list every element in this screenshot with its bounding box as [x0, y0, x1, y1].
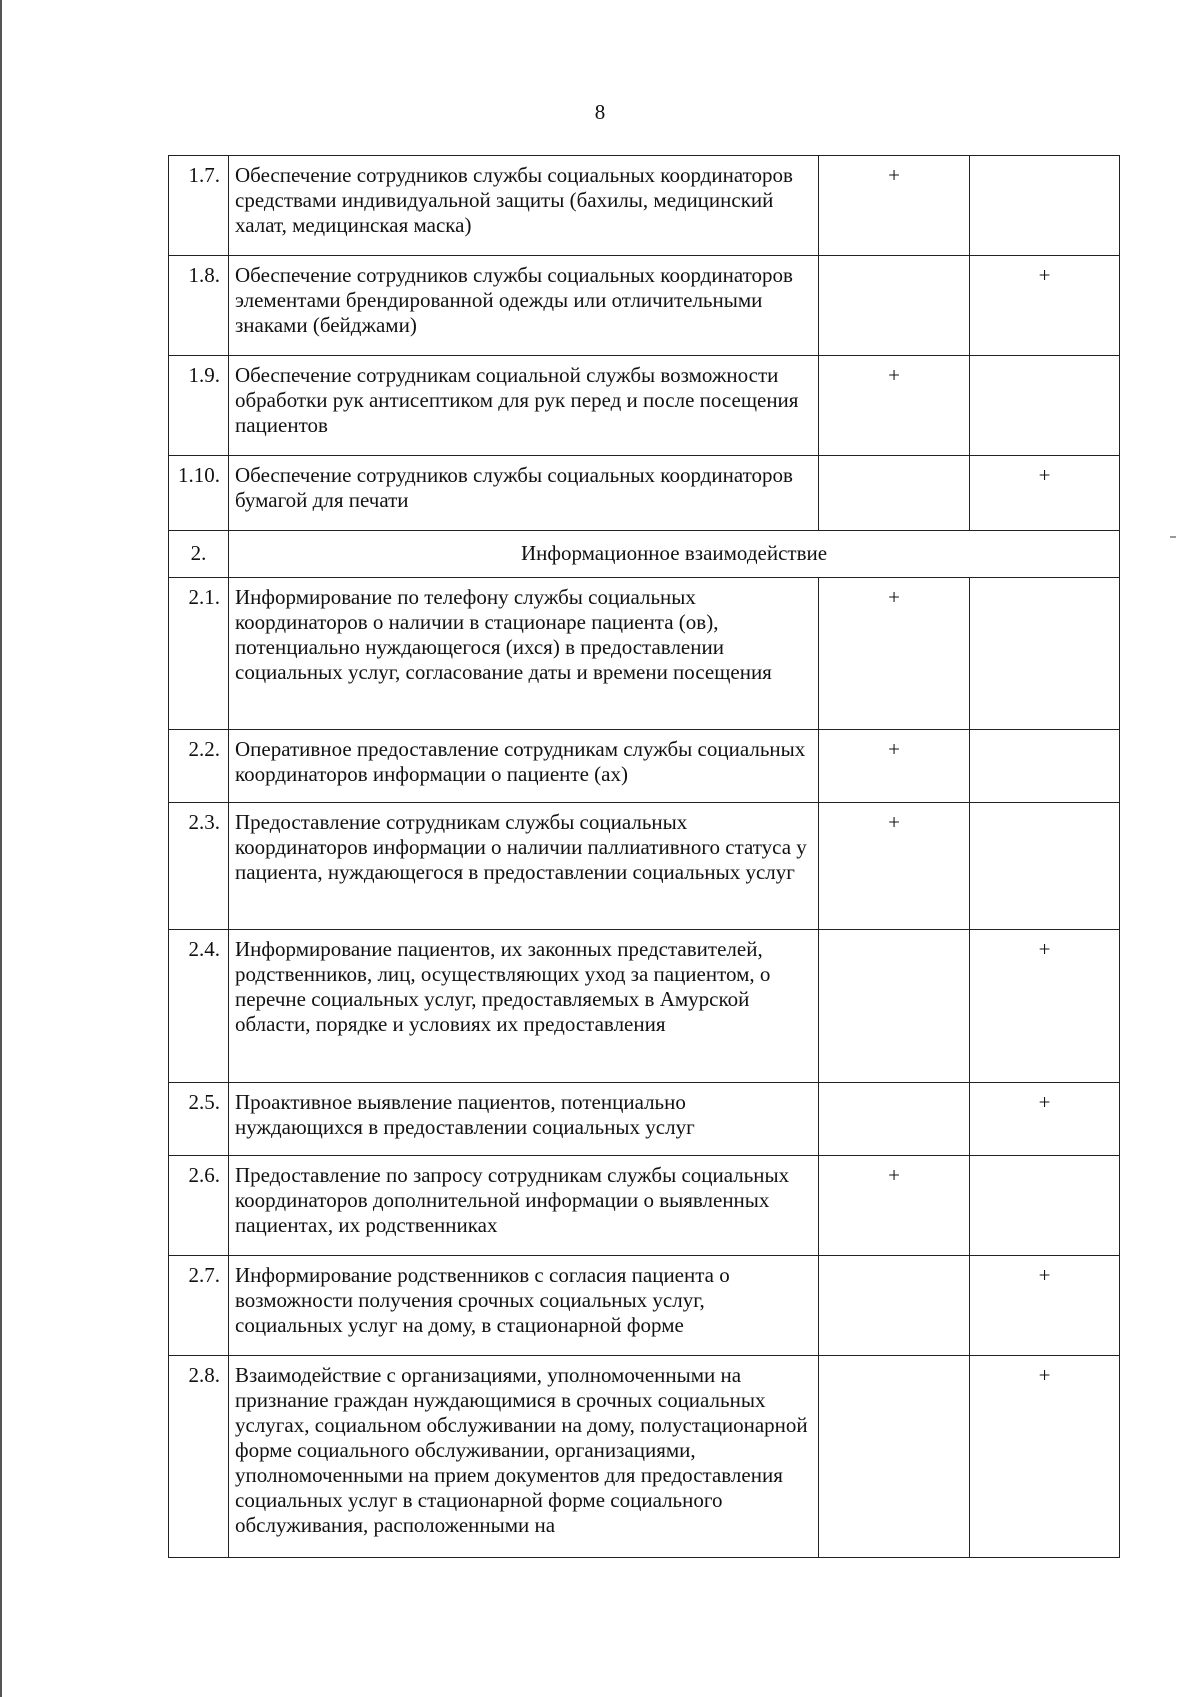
mark-column-1 [819, 1083, 970, 1156]
row-description: Оперативное предоставление сотрудникам службы социальных координаторов информации о пациенте (ах) [229, 730, 819, 803]
row-description: Взаимодействие с организациями, уполномоченными на признание граждан нуждающимися в срочных социальных услугах, социальном обслуживании на дому, полустационарной форме социального обслуживании, организациями, уполномоченными на прием документов для предоставления социальных услуг в стационарной форме социального обслуживания, расположенными на [229, 1356, 819, 1558]
mark-column-2 [970, 156, 1120, 256]
row-number: 1.10. [169, 456, 229, 531]
mark-column-1 [819, 1256, 970, 1356]
row-description: Обеспечение сотрудников службы социальных координаторов бумагой для печати [229, 456, 819, 531]
mark-column-1 [819, 256, 970, 356]
row-description: Информирование пациентов, их законных представителей, родственников, лиц, осуществляющих уход за пациентом, о перечне социальных услуг, предоставляемых в Амурской области, порядке и условиях их предоставления [229, 930, 819, 1083]
row-number: 2.6. [169, 1156, 229, 1256]
row-description: Информирование по телефону службы социальных координаторов о наличии в стационаре пациента (ов), потенциально нуждающегося (ихся) в предоставлении социальных услуг, согласование даты и времени посещения [229, 578, 819, 730]
scan-edge-line [0, 0, 2, 1697]
row-description: Информирование родственников с согласия пациента о возможности получения срочных социальных услуг, социальных услуг на дому, в стационарной форме [229, 1256, 819, 1356]
row-description: Предоставление сотрудникам службы социальных координаторов информации о наличии паллиативного статуса у пациента, нуждающегося в предоставлении социальных услуг [229, 803, 819, 930]
mark-column-2: + [970, 1083, 1120, 1156]
mark-column-1 [819, 456, 970, 531]
mark-column-1 [819, 1356, 970, 1558]
row-description: Проактивное выявление пациентов, потенциально нуждающихся в предоставлении социальных услуг [229, 1083, 819, 1156]
mark-column-2: + [970, 1356, 1120, 1558]
table-row [169, 256, 1120, 356]
table-row [169, 456, 1120, 531]
table-row [169, 1083, 1120, 1156]
row-number: 2.2. [169, 730, 229, 803]
row-number: 1.7. [169, 156, 229, 256]
row-number: 2. [169, 531, 229, 578]
mark-column-1: + [819, 356, 970, 456]
mark-column-2 [970, 578, 1120, 730]
mark-column-1: + [819, 578, 970, 730]
mark-column-2 [970, 730, 1120, 803]
row-number: 2.8. [169, 1356, 229, 1558]
mark-column-2: + [970, 256, 1120, 356]
section-row [169, 531, 1120, 578]
table-row [169, 1256, 1120, 1356]
table-row [169, 930, 1120, 1083]
mark-column-2: + [970, 456, 1120, 531]
row-number: 1.9. [169, 356, 229, 456]
table-row [169, 1356, 1120, 1558]
row-description: Обеспечение сотрудников службы социальных координаторов средствами индивидуальной защиты (бахилы, медицинский халат, медицинская маска) [229, 156, 819, 256]
row-description: Обеспечение сотрудников службы социальных координаторов элементами брендированной одежды или отличительными знаками (бейджами) [229, 256, 819, 356]
table-row [169, 156, 1120, 256]
services-table [168, 155, 1120, 1558]
mark-column-2: + [970, 1256, 1120, 1356]
page-number: 8 [594, 100, 606, 124]
mark-column-2 [970, 356, 1120, 456]
row-description: Обеспечение сотрудникам социальной службы возможности обработки рук антисептиком для рук перед и после посещения пациентов [229, 356, 819, 456]
section-title: Информационное взаимодействие [229, 531, 1120, 578]
mark-column-1: + [819, 1156, 970, 1256]
mark-column-2: + [970, 930, 1120, 1083]
row-number: 2.7. [169, 1256, 229, 1356]
table-row [169, 1156, 1120, 1256]
scan-edge-mark [1170, 536, 1176, 538]
table-body [169, 156, 1120, 1558]
mark-column-1: + [819, 803, 970, 930]
row-number: 2.4. [169, 930, 229, 1083]
table-row [169, 578, 1120, 730]
table-row [169, 356, 1120, 456]
row-number: 2.3. [169, 803, 229, 930]
row-number: 2.1. [169, 578, 229, 730]
mark-column-2 [970, 803, 1120, 930]
row-number: 2.5. [169, 1083, 229, 1156]
mark-column-1 [819, 930, 970, 1083]
table-row [169, 730, 1120, 803]
row-description: Предоставление по запросу сотрудникам службы социальных координаторов дополнительной информации о выявленных пациентах, их родственниках [229, 1156, 819, 1256]
mark-column-1: + [819, 156, 970, 256]
mark-column-1: + [819, 730, 970, 803]
mark-column-2 [970, 1156, 1120, 1256]
row-number: 1.8. [169, 256, 229, 356]
table-row [169, 803, 1120, 930]
